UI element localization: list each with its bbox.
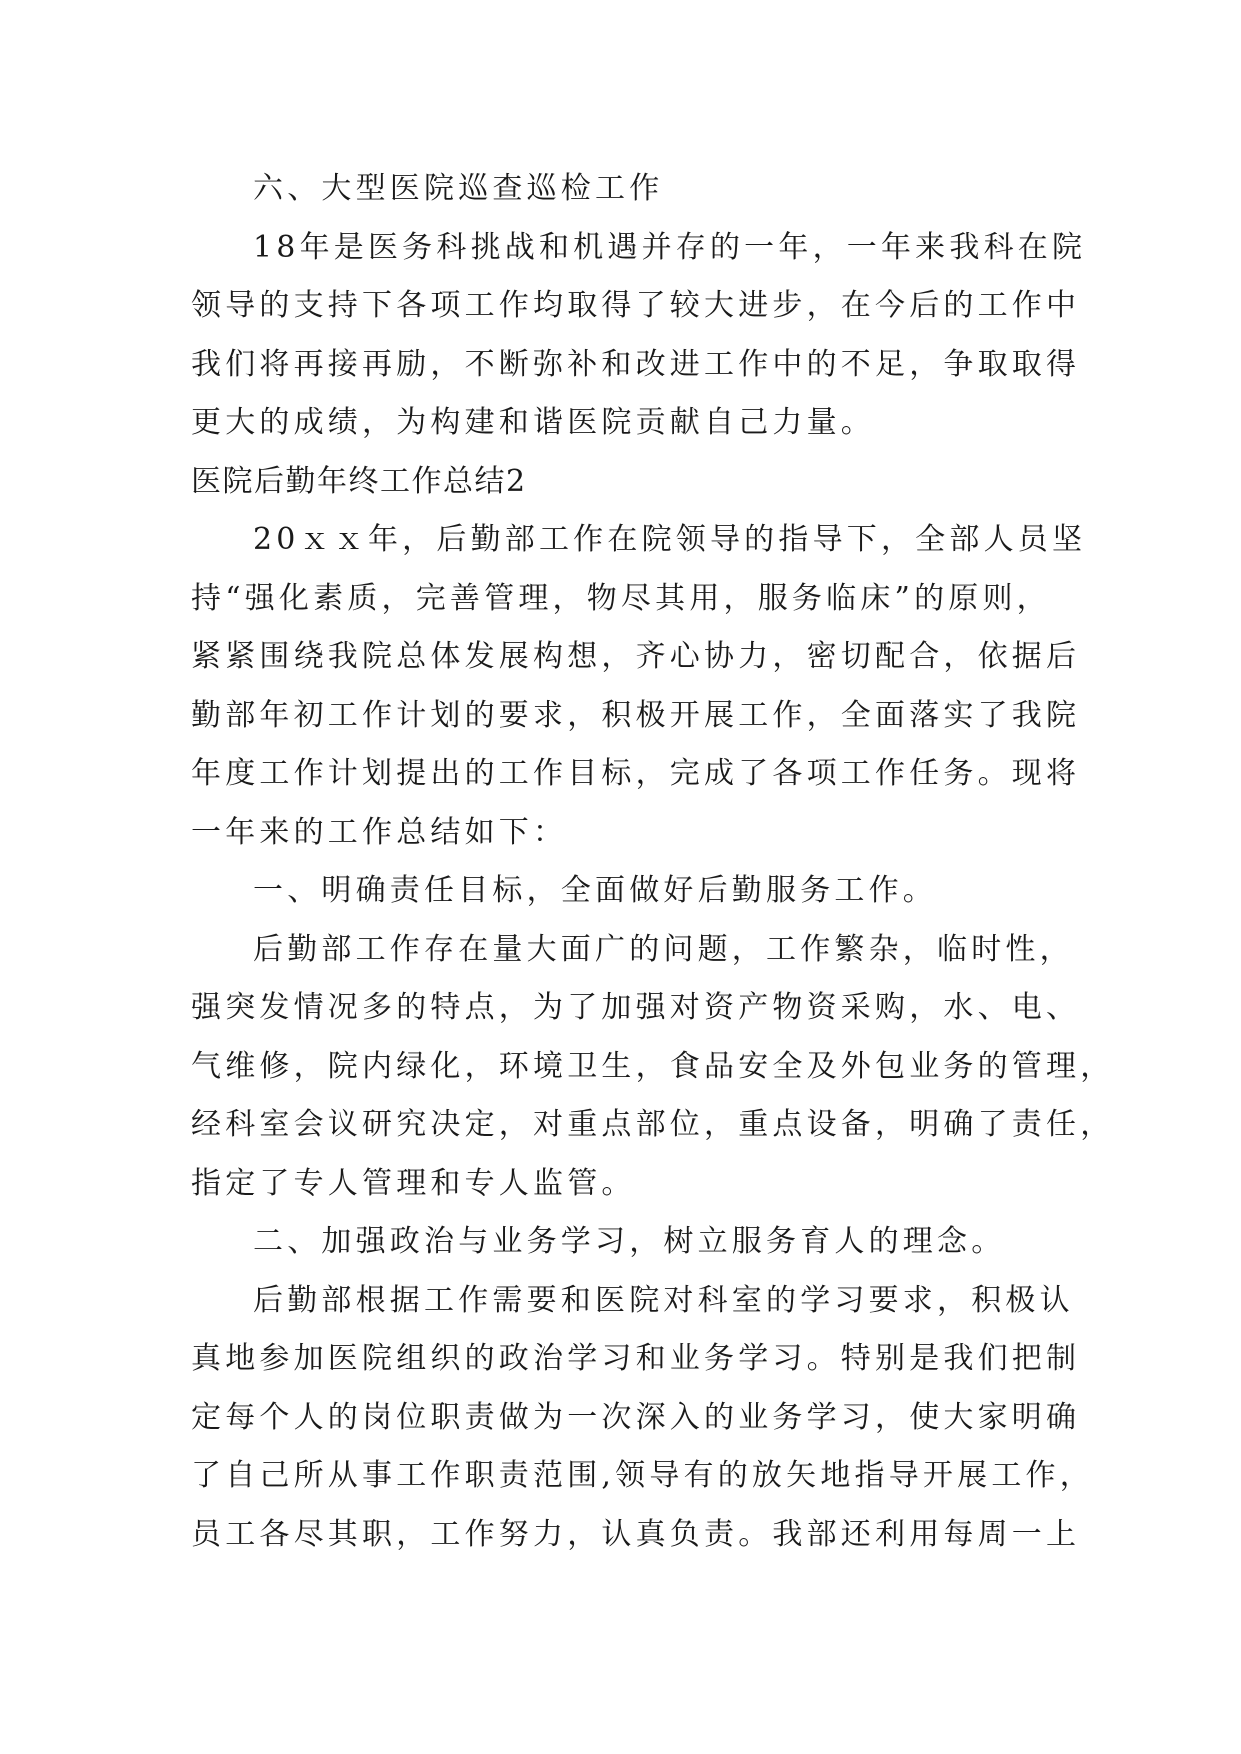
paragraph-line: 持“强化素质，完善管理，物尽其用，服务临床”的原则， xyxy=(191,580,1051,616)
paragraph-line: 年度工作计划提出的工作目标，完成了各项工作任务。现将 xyxy=(191,756,1081,791)
paragraph-line: 经科室会议研究决定，对重点部位，重点设备，明确了责任， xyxy=(191,1107,1115,1142)
paragraph-line: 气维修，院内绿化，环境卫生，食品安全及外包业务的管理， xyxy=(191,1048,1115,1084)
paragraph-line: 领导的支持下各项工作均取得了较大进步，在今后的工作中 xyxy=(191,288,1081,323)
section-heading-two: 二、加强政治与业务学习，树立服务育人的理念。 xyxy=(253,1224,1006,1259)
paragraph-line: 强突发情况多的特点，为了加强对资产物资采购，水、电、 xyxy=(191,990,1081,1025)
document-title: 医院后勤年终工作总结2 xyxy=(191,463,527,499)
paragraph-line: 真地参加医院组织的政治学习和业务学习。特别是我们把制 xyxy=(191,1341,1081,1376)
paragraph-line: 勤部年初工作计划的要求，积极开展工作，全面落实了我院 xyxy=(191,697,1081,733)
section-heading-six: 六、大型医院巡查巡检工作 xyxy=(253,171,664,206)
paragraph-line: 后勤部根据工作需要和医院对科室的学习要求，积极认 xyxy=(253,1282,1074,1318)
paragraph-line: 紧紧围绕我院总体发展构想，齐心协力，密切配合，依据后 xyxy=(191,639,1081,674)
paragraph-line: 后勤部工作存在量大面广的问题，工作繁杂，临时性， xyxy=(253,931,1074,967)
paragraph-line: 了自己所从事工作职责范围,领导有的放矢地指导开展工作， xyxy=(191,1458,1094,1493)
paragraph-line: 20ｘｘ年，后勤部工作在院领导的指导下，全部人员坚 xyxy=(253,522,1087,557)
paragraph-line: 更大的成绩，为构建和谐医院贡献自己力量。 xyxy=(191,405,875,440)
section-heading-one: 一、明确责任目标，全面做好后勤服务工作。 xyxy=(253,873,937,908)
document-body xyxy=(191,160,1115,1564)
paragraph-line: 员工各尽其职，工作努力，认真负责。我部还利用每周一上 xyxy=(191,1516,1081,1552)
paragraph-line: 一年来的工作总结如下： xyxy=(191,814,568,850)
paragraph-line: 指定了专人管理和专人监管。 xyxy=(191,1165,636,1201)
paragraph-line: 18年是医务科挑战和机遇并存的一年，一年来我科在院 xyxy=(253,229,1087,265)
paragraph-line: 我们将再接再励，不断弥补和改进工作中的不足，争取取得 xyxy=(191,346,1081,382)
paragraph-line: 定每个人的岗位职责做为一次深入的业务学习，使大家明确 xyxy=(191,1399,1081,1435)
